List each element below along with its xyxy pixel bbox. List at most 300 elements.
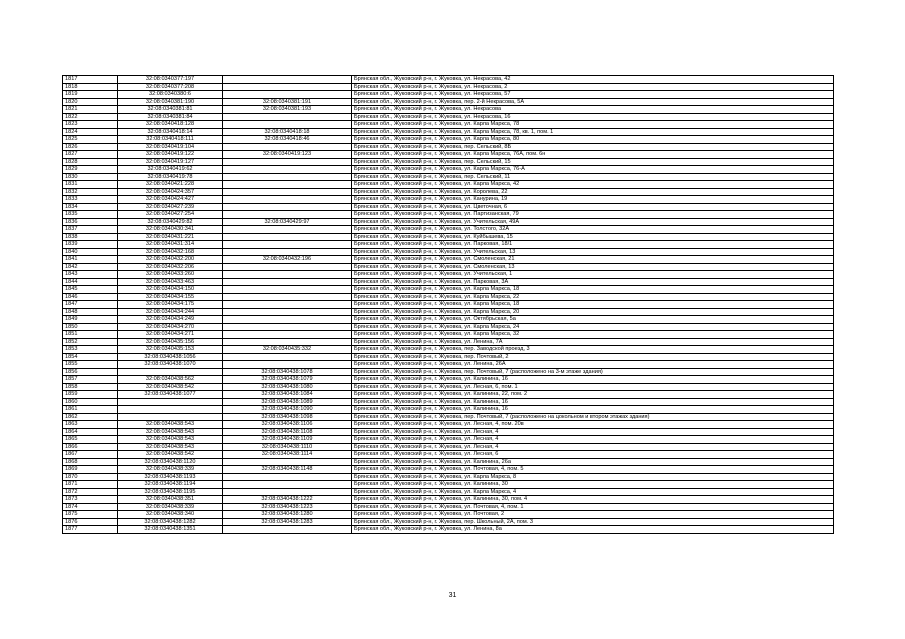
row-number-cell: 1846 <box>63 293 118 301</box>
object-number-cell: 32:08:0340418:46 <box>223 136 352 144</box>
table-row <box>63 383 834 391</box>
cadastral-number-cell: 32:08:0340377:197 <box>118 76 223 84</box>
row-number-cell: 1863 <box>63 421 118 429</box>
object-number-cell: 32:08:0340418:18 <box>223 128 352 136</box>
row-number-cell: 1877 <box>63 526 118 534</box>
row-number-cell: 1874 <box>63 503 118 511</box>
table-row <box>63 293 834 301</box>
address-cell: Брянская обл., Жуковский р-н, г. Жуковка, ул. Калинина, 30, пом. 4 <box>352 496 834 504</box>
table-row <box>63 196 834 204</box>
cadastral-number-cell: 32:08:0340377:208 <box>118 83 223 91</box>
table-row <box>63 166 834 174</box>
cadastral-number-cell: 32:08:0340438:543 <box>118 428 223 436</box>
cadastral-table <box>62 75 834 534</box>
table-row <box>63 151 834 159</box>
table-row <box>63 128 834 136</box>
address-cell: Брянская обл., Жуковский р-н, г. Жуковка, ул. Парковая, 18/1 <box>352 241 834 249</box>
object-number-cell <box>223 143 352 151</box>
table-row <box>63 278 834 286</box>
cadastral-number-cell: 32:08:0340438:543 <box>118 443 223 451</box>
address-cell: Брянская обл., Жуковский р-н, г. Жуковка, ул. Калинина, 22, пом. 2 <box>352 391 834 399</box>
row-number-cell: 1858 <box>63 383 118 391</box>
cadastral-number-cell: 32:08:0340438:543 <box>118 436 223 444</box>
address-cell: Брянская обл., Жуковский р-н, г. Жуковка, ул. Карла Маркса, 80 <box>352 136 834 144</box>
object-number-cell <box>223 353 352 361</box>
table-row <box>63 181 834 189</box>
address-cell: Брянская обл., Жуковский р-н, г. Жуковка, ул. Смоленская, 21 <box>352 256 834 264</box>
table-row <box>63 368 834 376</box>
cadastral-number-cell: 32:08:0340438:1351 <box>118 526 223 534</box>
cadastral-number-cell: 32:08:0340438:1070 <box>118 361 223 369</box>
table-row <box>63 106 834 114</box>
page-number: 31 <box>448 592 457 599</box>
object-number-cell: 32:08:0340438:1098 <box>223 413 352 421</box>
address-cell: Брянская обл., Жуковский р-н, г. Жуковка, ул. Карла Маркса, 76-А <box>352 166 834 174</box>
address-cell: Брянская обл., Жуковский р-н, г. Жуковка, ул. Учительская, 13 <box>352 248 834 256</box>
address-cell: Брянская обл., Жуковский р-н, г. Жуковка, пер. Почтовый, 2 <box>352 353 834 361</box>
row-number-cell: 1838 <box>63 233 118 241</box>
address-cell: Брянская обл., Жуковский р-н, г. Жуковка, ул. Лесная, 6, пом. 1 <box>352 383 834 391</box>
address-cell: Брянская обл., Жуковский р-н, г. Жуковка, ул. Карла Маркса, 20 <box>352 308 834 316</box>
table-row <box>63 526 834 534</box>
table-row <box>63 173 834 181</box>
row-number-cell: 1853 <box>63 346 118 354</box>
object-number-cell: 32:08:0340381:193 <box>223 106 352 114</box>
address-cell: Брянская обл., Жуковский р-н, г. Жуковка, ул. Лесная, 4 <box>352 443 834 451</box>
address-cell: Брянская обл., Жуковский р-н, г. Жуковка, пер. Заводской проезд, 3 <box>352 346 834 354</box>
object-number-cell <box>223 263 352 271</box>
address-cell: Брянская обл., Жуковский р-н, г. Жуковка, ул. Карла Маркса, 8 <box>352 473 834 481</box>
row-number-cell: 1833 <box>63 196 118 204</box>
object-number-cell: 32:08:0340438:1114 <box>223 451 352 459</box>
object-number-cell: 32:08:0340381:191 <box>223 98 352 106</box>
row-number-cell: 1871 <box>63 481 118 489</box>
cadastral-number-cell <box>118 406 223 414</box>
table-row <box>63 256 834 264</box>
object-number-cell <box>223 361 352 369</box>
address-cell: Брянская обл., Жуковский р-н, г. Жуковка, ул. Некрасова, 2 <box>352 83 834 91</box>
table-row <box>63 226 834 234</box>
address-cell: Брянская обл., Жуковский р-н, г. Жуковка, ул. Королева, 22 <box>352 188 834 196</box>
object-number-cell: 32:08:0340438:1223 <box>223 503 352 511</box>
row-number-cell: 1857 <box>63 376 118 384</box>
cadastral-number-cell: 32:08:0340438:1194 <box>118 481 223 489</box>
address-cell: Брянская обл., Жуковский р-н, г. Жуковка, ул. Парковая, 3А <box>352 278 834 286</box>
cadastral-number-cell <box>118 368 223 376</box>
object-number-cell <box>223 488 352 496</box>
table-row <box>63 488 834 496</box>
object-number-cell: 32:08:0340438:1110 <box>223 443 352 451</box>
address-cell: Брянская обл., Жуковский р-н, г. Жуковка, пер. 2-й Некрасова, 5А <box>352 98 834 106</box>
cadastral-number-cell: 32:08:0340438:562 <box>118 376 223 384</box>
row-number-cell: 1821 <box>63 106 118 114</box>
address-cell: Брянская обл., Жуковский р-н, г. Жуковка, пер. Сельский, 11 <box>352 173 834 181</box>
address-cell: Брянская обл., Жуковский р-н, г. Жуковка, ул. Почтовая, 4, пом. 5 <box>352 466 834 474</box>
cadastral-number-cell <box>118 413 223 421</box>
cadastral-number-cell: 32:08:0340429:82 <box>118 218 223 226</box>
table-row <box>63 113 834 121</box>
address-cell: Брянская обл., Жуковский р-н, г. Жуковка, ул. Карла Маркса, 78, кв. 1, пом. 1 <box>352 128 834 136</box>
cadastral-number-cell: 32:08:0340434:175 <box>118 301 223 309</box>
cadastral-number-cell: 32:08:0340432:206 <box>118 263 223 271</box>
object-number-cell <box>223 458 352 466</box>
table-row <box>63 83 834 91</box>
table-row <box>63 376 834 384</box>
table-row <box>63 188 834 196</box>
cadastral-number-cell: 32:08:0340438:1195 <box>118 488 223 496</box>
address-cell: Брянская обл., Жуковский р-н, г. Жуковка, ул. Карла Маркса, 42 <box>352 181 834 189</box>
address-cell: Брянская обл., Жуковский р-н, г. Жуковка, ул. Лесная, 4, пом. 20в <box>352 421 834 429</box>
address-cell: Брянская обл., Жуковский р-н, г. Жуковка, ул. Смоленская, 13 <box>352 263 834 271</box>
row-number-cell: 1843 <box>63 271 118 279</box>
table-row <box>63 451 834 459</box>
object-number-cell <box>223 481 352 489</box>
row-number-cell: 1867 <box>63 451 118 459</box>
row-number-cell: 1855 <box>63 361 118 369</box>
object-number-cell <box>223 316 352 324</box>
object-number-cell: 32:08:0340438:1108 <box>223 428 352 436</box>
address-cell: Брянская обл., Жуковский р-н, г. Жуковка, ул. Лесная, 6 <box>352 451 834 459</box>
object-number-cell <box>223 323 352 331</box>
row-number-cell: 1859 <box>63 391 118 399</box>
row-number-cell: 1866 <box>63 443 118 451</box>
row-number-cell: 1844 <box>63 278 118 286</box>
cadastral-number-cell: 32:08:0340435:156 <box>118 338 223 346</box>
table-row <box>63 496 834 504</box>
object-number-cell: 32:08:0340438:1106 <box>223 421 352 429</box>
table-row <box>63 218 834 226</box>
address-cell: Брянская обл., Жуковский р-н, г. Жуковка, ул. Ленина, 26А <box>352 361 834 369</box>
row-number-cell: 1841 <box>63 256 118 264</box>
object-number-cell <box>223 233 352 241</box>
cadastral-number-cell: 32:08:0340418:111 <box>118 136 223 144</box>
table-row <box>63 316 834 324</box>
row-number-cell: 1827 <box>63 151 118 159</box>
cadastral-number-cell: 32:08:0340431:314 <box>118 241 223 249</box>
object-number-cell <box>223 293 352 301</box>
table-row <box>63 121 834 129</box>
table-row <box>63 391 834 399</box>
cadastral-number-cell: 32:08:0340438:1077 <box>118 391 223 399</box>
address-cell: Брянская обл., Жуковский р-н, г. Жуковка, ул. Куйбышева, 15 <box>352 233 834 241</box>
address-cell: Брянская обл., Жуковский р-н, г. Жуковка, ул. Карла Маркса, 24 <box>352 323 834 331</box>
cadastral-number-cell: 32:08:0340435:153 <box>118 346 223 354</box>
table-row <box>63 241 834 249</box>
row-number-cell: 1852 <box>63 338 118 346</box>
cadastral-number-cell: 32:08:0340438:543 <box>118 421 223 429</box>
table-row <box>63 331 834 339</box>
cadastral-number-cell: 32:08:0340433:463 <box>118 278 223 286</box>
table-row <box>63 466 834 474</box>
cadastral-number-cell: 32:08:0340419:104 <box>118 143 223 151</box>
object-number-cell: 32:08:0340438:1148 <box>223 466 352 474</box>
cadastral-number-cell: 32:08:0340430:341 <box>118 226 223 234</box>
address-cell: Брянская обл., Жуковский р-н, г. Жуковка, ул. Карла Маркса, 4 <box>352 488 834 496</box>
cadastral-number-cell: 32:08:0340418:128 <box>118 121 223 129</box>
row-number-cell: 1849 <box>63 316 118 324</box>
object-number-cell <box>223 338 352 346</box>
row-number-cell: 1864 <box>63 428 118 436</box>
object-number-cell <box>223 308 352 316</box>
row-number-cell: 1826 <box>63 143 118 151</box>
table-row <box>63 473 834 481</box>
cadastral-number-cell: 32:08:0340381:190 <box>118 98 223 106</box>
address-cell: Брянская обл., Жуковский р-н, г. Жуковка, ул. Канурина, 19 <box>352 196 834 204</box>
row-number-cell: 1823 <box>63 121 118 129</box>
cadastral-number-cell <box>118 398 223 406</box>
object-number-cell <box>223 248 352 256</box>
object-number-cell: 32:08:0340438:1089 <box>223 398 352 406</box>
table-body <box>63 76 834 534</box>
cadastral-number-cell: 32:08:0340419:62 <box>118 166 223 174</box>
object-number-cell <box>223 226 352 234</box>
object-number-cell <box>223 526 352 534</box>
address-cell: Брянская обл., Жуковский р-н, г. Жуковка, пер. Школьный, 2А, пом. 3 <box>352 518 834 526</box>
row-number-cell: 1822 <box>63 113 118 121</box>
object-number-cell <box>223 211 352 219</box>
object-number-cell: 32:08:0340432:196 <box>223 256 352 264</box>
object-number-cell <box>223 301 352 309</box>
cadastral-number-cell: 32:08:0340432:168 <box>118 248 223 256</box>
object-number-cell <box>223 331 352 339</box>
cadastral-number-cell: 32:08:0340419:78 <box>118 173 223 181</box>
table-row <box>63 338 834 346</box>
address-cell: Брянская обл., Жуковский р-н, г. Жуковка, пер. Сельский, 15 <box>352 158 834 166</box>
address-cell: Брянская обл., Жуковский р-н, г. Жуковка, ул. Некрасова <box>352 106 834 114</box>
cadastral-number-cell: 32:08:0340434:150 <box>118 286 223 294</box>
address-cell: Брянская обл., Жуковский р-н, г. Жуковка, ул. Калинина, 16 <box>352 398 834 406</box>
address-cell: Брянская обл., Жуковский р-н, г. Жуковка, ул. Калинина, 26а <box>352 458 834 466</box>
table-row <box>63 143 834 151</box>
cadastral-number-cell: 32:08:0340427:254 <box>118 211 223 219</box>
object-number-cell: 32:08:0340429:97 <box>223 218 352 226</box>
cadastral-number-cell: 32:08:0340434:249 <box>118 316 223 324</box>
cadastral-number-cell: 32:08:0340438:340 <box>118 511 223 519</box>
address-cell: Брянская обл., Жуковский р-н, г. Жуковка, ул. Карла Маркса, 18 <box>352 301 834 309</box>
object-number-cell: 32:08:0340438:1222 <box>223 496 352 504</box>
cadastral-number-cell: 32:08:0340438:542 <box>118 451 223 459</box>
row-number-cell: 1837 <box>63 226 118 234</box>
address-cell: Брянская обл., Жуковский р-н, г. Жуковка, ул. Ленина, 7А <box>352 338 834 346</box>
table-row <box>63 76 834 84</box>
address-cell: Брянская обл., Жуковский р-н, г. Жуковка, ул. Почтовая, 4, пом. 1 <box>352 503 834 511</box>
table-row <box>63 398 834 406</box>
cadastral-number-cell: 32:08:0340438:339 <box>118 503 223 511</box>
row-number-cell: 1873 <box>63 496 118 504</box>
row-number-cell: 1820 <box>63 98 118 106</box>
row-number-cell: 1876 <box>63 518 118 526</box>
table-row <box>63 91 834 99</box>
cadastral-number-cell: 32:08:0340438:1120 <box>118 458 223 466</box>
object-number-cell <box>223 173 352 181</box>
row-number-cell: 1847 <box>63 301 118 309</box>
address-cell: Брянская обл., Жуковский р-н, г. Жуковка, ул. Учительская, 49А <box>352 218 834 226</box>
row-number-cell: 1854 <box>63 353 118 361</box>
object-number-cell <box>223 473 352 481</box>
address-cell: Брянская обл., Жуковский р-н, г. Жуковка, ул. Карла Маркса, 22 <box>352 293 834 301</box>
table-row <box>63 286 834 294</box>
row-number-cell: 1839 <box>63 241 118 249</box>
address-cell: Брянская обл., Жуковский р-н, г. Жуковка, ул. Лесная, 4 <box>352 436 834 444</box>
row-number-cell: 1831 <box>63 181 118 189</box>
row-number-cell: 1862 <box>63 413 118 421</box>
table-row <box>63 421 834 429</box>
address-cell: Брянская обл., Жуковский р-н, г. Жуковка, пер. Сельский, 8Б <box>352 143 834 151</box>
row-number-cell: 1840 <box>63 248 118 256</box>
cadastral-number-cell: 32:08:0340434:155 <box>118 293 223 301</box>
document-table-wrap <box>62 75 834 534</box>
address-cell: Брянская обл., Жуковский р-н, г. Жуковка, ул. Карла Маркса, 76А, пом. 6н <box>352 151 834 159</box>
cadastral-number-cell: 32:08:0340381:81 <box>118 106 223 114</box>
cadastral-number-cell: 32:08:0340432:200 <box>118 256 223 264</box>
table-row <box>63 428 834 436</box>
cadastral-number-cell: 32:08:0340419:122 <box>118 151 223 159</box>
object-number-cell <box>223 158 352 166</box>
cadastral-number-cell: 32:08:0340433:260 <box>118 271 223 279</box>
row-number-cell: 1872 <box>63 488 118 496</box>
row-number-cell: 1875 <box>63 511 118 519</box>
address-cell: Брянская обл., Жуковский р-н, г. Жуковка, ул. Ленина, 8а <box>352 526 834 534</box>
cadastral-number-cell: 32:08:0340438:1282 <box>118 518 223 526</box>
cadastral-number-cell: 32:08:0340421:228 <box>118 181 223 189</box>
cadastral-number-cell: 32:08:0340418:14 <box>118 128 223 136</box>
row-number-cell: 1836 <box>63 218 118 226</box>
address-cell: Брянская обл., Жуковский р-н, г. Жуковка, ул. Карла Маркса, 18 <box>352 286 834 294</box>
object-number-cell <box>223 76 352 84</box>
row-number-cell: 1819 <box>63 91 118 99</box>
table-row <box>63 263 834 271</box>
row-number-cell: 1817 <box>63 76 118 84</box>
row-number-cell: 1861 <box>63 406 118 414</box>
cadastral-number-cell: 32:08:0340438:351 <box>118 496 223 504</box>
row-number-cell: 1830 <box>63 173 118 181</box>
table-row <box>63 481 834 489</box>
table-row <box>63 98 834 106</box>
object-number-cell: 32:08:0340438:1078 <box>223 368 352 376</box>
object-number-cell: 32:08:0340438:1079 <box>223 376 352 384</box>
object-number-cell: 32:08:0340438:1080 <box>223 383 352 391</box>
cadastral-number-cell: 32:08:0340434:271 <box>118 331 223 339</box>
object-number-cell <box>223 286 352 294</box>
object-number-cell: 32:08:0340438:1084 <box>223 391 352 399</box>
address-cell: Брянская обл., Жуковский р-н, г. Жуковка, пер. Почтовый, 7 (расположено на 3-м этаже здания) <box>352 368 834 376</box>
row-number-cell: 1829 <box>63 166 118 174</box>
object-number-cell <box>223 241 352 249</box>
address-cell: Брянская обл., Жуковский р-н, г. Жуковка, ул. Почтовая, 2 <box>352 511 834 519</box>
address-cell: Брянская обл., Жуковский р-н, г. Жуковка, ул. Партизанская, 79 <box>352 211 834 219</box>
table-row <box>63 413 834 421</box>
table-row <box>63 271 834 279</box>
row-number-cell: 1869 <box>63 466 118 474</box>
row-number-cell: 1842 <box>63 263 118 271</box>
row-number-cell: 1824 <box>63 128 118 136</box>
cadastral-number-cell: 32:08:0340381:84 <box>118 113 223 121</box>
object-number-cell <box>223 271 352 279</box>
table-row <box>63 443 834 451</box>
address-cell: Брянская обл., Жуковский р-н, г. Жуковка, ул. Октябрьская, 5а <box>352 316 834 324</box>
row-number-cell: 1845 <box>63 286 118 294</box>
object-number-cell <box>223 188 352 196</box>
address-cell: Брянская обл., Жуковский р-н, г. Жуковка, ул. Карла Маркса, 32 <box>352 331 834 339</box>
address-cell: Брянская обл., Жуковский р-н, г. Жуковка, ул. Калинина, 16 <box>352 406 834 414</box>
object-number-cell: 32:08:0340438:1090 <box>223 406 352 414</box>
row-number-cell: 1870 <box>63 473 118 481</box>
object-number-cell: 32:08:0340438:1280 <box>223 511 352 519</box>
address-cell: Брянская обл., Жуковский р-н, г. Жуковка, ул. Калинина, 16 <box>352 376 834 384</box>
object-number-cell <box>223 91 352 99</box>
table-row <box>63 511 834 519</box>
table-row <box>63 353 834 361</box>
table-row <box>63 233 834 241</box>
table-row <box>63 346 834 354</box>
cadastral-number-cell: 32:08:0340438:1056 <box>118 353 223 361</box>
row-number-cell: 1860 <box>63 398 118 406</box>
cadastral-number-cell: 32:08:0340434:244 <box>118 308 223 316</box>
table-row <box>63 203 834 211</box>
table-row <box>63 503 834 511</box>
row-number-cell: 1818 <box>63 83 118 91</box>
cadastral-number-cell: 32:08:0340424:357 <box>118 188 223 196</box>
table-row <box>63 136 834 144</box>
address-cell: Брянская обл., Жуковский р-н, г. Жуковка, ул. Толстого, 32А <box>352 226 834 234</box>
address-cell: Брянская обл., Жуковский р-н, г. Жуковка, ул. Учительская, 1 <box>352 271 834 279</box>
address-cell: Брянская обл., Жуковский р-н, г. Жуковка, ул. Карла Маркса, 78 <box>352 121 834 129</box>
object-number-cell: 32:08:0340438:1283 <box>223 518 352 526</box>
table-row <box>63 518 834 526</box>
table-row <box>63 248 834 256</box>
object-number-cell <box>223 181 352 189</box>
table-row <box>63 436 834 444</box>
cadastral-number-cell: 32:08:0340419:127 <box>118 158 223 166</box>
table-row <box>63 406 834 414</box>
object-number-cell: 32:08:0340419:123 <box>223 151 352 159</box>
row-number-cell: 1825 <box>63 136 118 144</box>
row-number-cell: 1828 <box>63 158 118 166</box>
cadastral-number-cell: 32:08:0340434:270 <box>118 323 223 331</box>
address-cell: Брянская обл., Жуковский р-н, г. Жуковка, пер. Почтовый, 7 (расположено на цокольном и втором этажах здания) <box>352 413 834 421</box>
cadastral-number-cell: 32:08:0340427:239 <box>118 203 223 211</box>
row-number-cell: 1835 <box>63 211 118 219</box>
cadastral-number-cell: 32:08:0340438:1193 <box>118 473 223 481</box>
row-number-cell: 1865 <box>63 436 118 444</box>
object-number-cell <box>223 121 352 129</box>
address-cell: Брянская обл., Жуковский р-н, г. Жуковка, ул. Цветочная, 6 <box>352 203 834 211</box>
table-row <box>63 323 834 331</box>
row-number-cell: 1851 <box>63 331 118 339</box>
row-number-cell: 1848 <box>63 308 118 316</box>
cadastral-number-cell: 32:08:0340438:542 <box>118 383 223 391</box>
row-number-cell: 1850 <box>63 323 118 331</box>
table-row <box>63 308 834 316</box>
address-cell: Брянская обл., Жуковский р-н, г. Жуковка, ул. Калинина, 30 <box>352 481 834 489</box>
row-number-cell: 1856 <box>63 368 118 376</box>
cadastral-number-cell: 32:08:0340438:339 <box>118 466 223 474</box>
cadastral-number-cell: 32:08:0340424:427 <box>118 196 223 204</box>
row-number-cell: 1868 <box>63 458 118 466</box>
object-number-cell <box>223 196 352 204</box>
table-row <box>63 361 834 369</box>
table-row <box>63 458 834 466</box>
table-row <box>63 301 834 309</box>
object-number-cell <box>223 203 352 211</box>
row-number-cell: 1834 <box>63 203 118 211</box>
cadastral-number-cell: 32:08:0340380:6 <box>118 91 223 99</box>
row-number-cell: 1832 <box>63 188 118 196</box>
table-row <box>63 158 834 166</box>
object-number-cell: 32:08:0340438:1109 <box>223 436 352 444</box>
object-number-cell <box>223 278 352 286</box>
cadastral-number-cell: 32:08:0340431:221 <box>118 233 223 241</box>
